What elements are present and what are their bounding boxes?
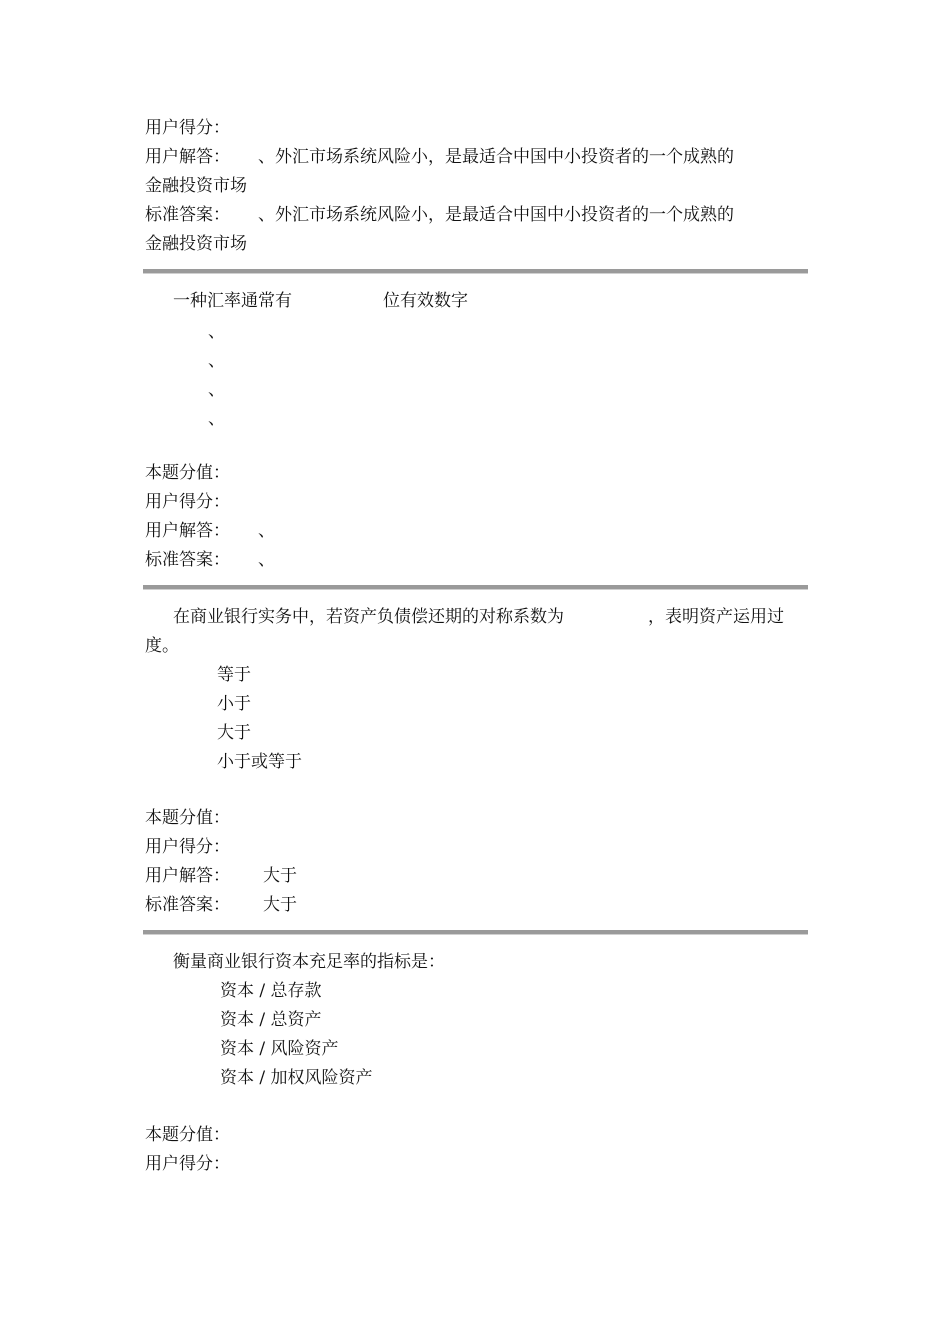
q2-user-answer-label: 用户解答： [145, 866, 230, 886]
q1-std-answer: 、 [258, 550, 275, 570]
question-divider [143, 269, 808, 274]
q3-stem: 衡量商业银行资本充足率的指标是： [173, 952, 445, 972]
q1-user-answer-label: 用户解答： [145, 521, 230, 541]
q2-stem-part-c: 度。 [145, 636, 179, 656]
prev-user-answer-text: 、外汇市场系统风险小，是最适合中国中小投资者的一个成熟的 [258, 147, 734, 167]
prev-user-answer-text-cont: 金融投资市场 [145, 176, 247, 196]
q1-option-a[interactable]: 、 [208, 322, 225, 342]
q2-option-c[interactable]: 大于 [217, 723, 251, 743]
q2-option-a[interactable]: 等于 [217, 665, 251, 685]
question-divider [143, 930, 808, 935]
q1-std-answer-label: 标准答案： [145, 550, 230, 570]
q1-user-answer: 、 [258, 521, 275, 541]
prev-score-label: 用户得分： [145, 118, 230, 138]
q2-stem-part-a: 在商业银行实务中，若资产负债偿还期的对称系数为 [173, 607, 564, 627]
question-divider [143, 585, 808, 590]
q2-score-label: 用户得分： [145, 837, 230, 857]
q2-option-d[interactable]: 小于或等于 [217, 752, 302, 772]
q1-option-b[interactable]: 、 [208, 351, 225, 371]
q1-score-label: 用户得分： [145, 492, 230, 512]
q3-option-b[interactable]: 资本 / 总资产 [220, 1010, 322, 1030]
q3-option-a[interactable]: 资本 / 总存款 [220, 981, 322, 1001]
q1-option-d[interactable]: 、 [208, 409, 225, 429]
prev-std-answer-text-cont: 金融投资市场 [145, 234, 247, 254]
q2-stem-part-b: ，表明资产运用过 [648, 607, 784, 627]
q2-user-answer: 大于 [263, 866, 297, 886]
prev-std-answer-text: 、外汇市场系统风险小，是最适合中国中小投资者的一个成熟的 [258, 205, 734, 225]
prev-std-answer-label: 标准答案： [145, 205, 230, 225]
q3-score-label: 用户得分： [145, 1154, 230, 1174]
q2-option-b[interactable]: 小于 [217, 694, 251, 714]
q2-std-answer: 大于 [263, 895, 297, 915]
q3-option-d[interactable]: 资本 / 加权风险资产 [220, 1068, 373, 1088]
q2-value-label: 本题分值： [145, 808, 230, 828]
q1-stem-part-b: 位有效数字 [383, 291, 468, 311]
q1-option-c[interactable]: 、 [208, 380, 225, 400]
q3-option-c[interactable]: 资本 / 风险资产 [220, 1039, 339, 1059]
q3-value-label: 本题分值： [145, 1125, 230, 1145]
q1-stem-part-a: 一种汇率通常有 [173, 291, 292, 311]
q1-value-label: 本题分值： [145, 463, 230, 483]
prev-user-answer-label: 用户解答： [145, 147, 230, 167]
q2-std-answer-label: 标准答案： [145, 895, 230, 915]
